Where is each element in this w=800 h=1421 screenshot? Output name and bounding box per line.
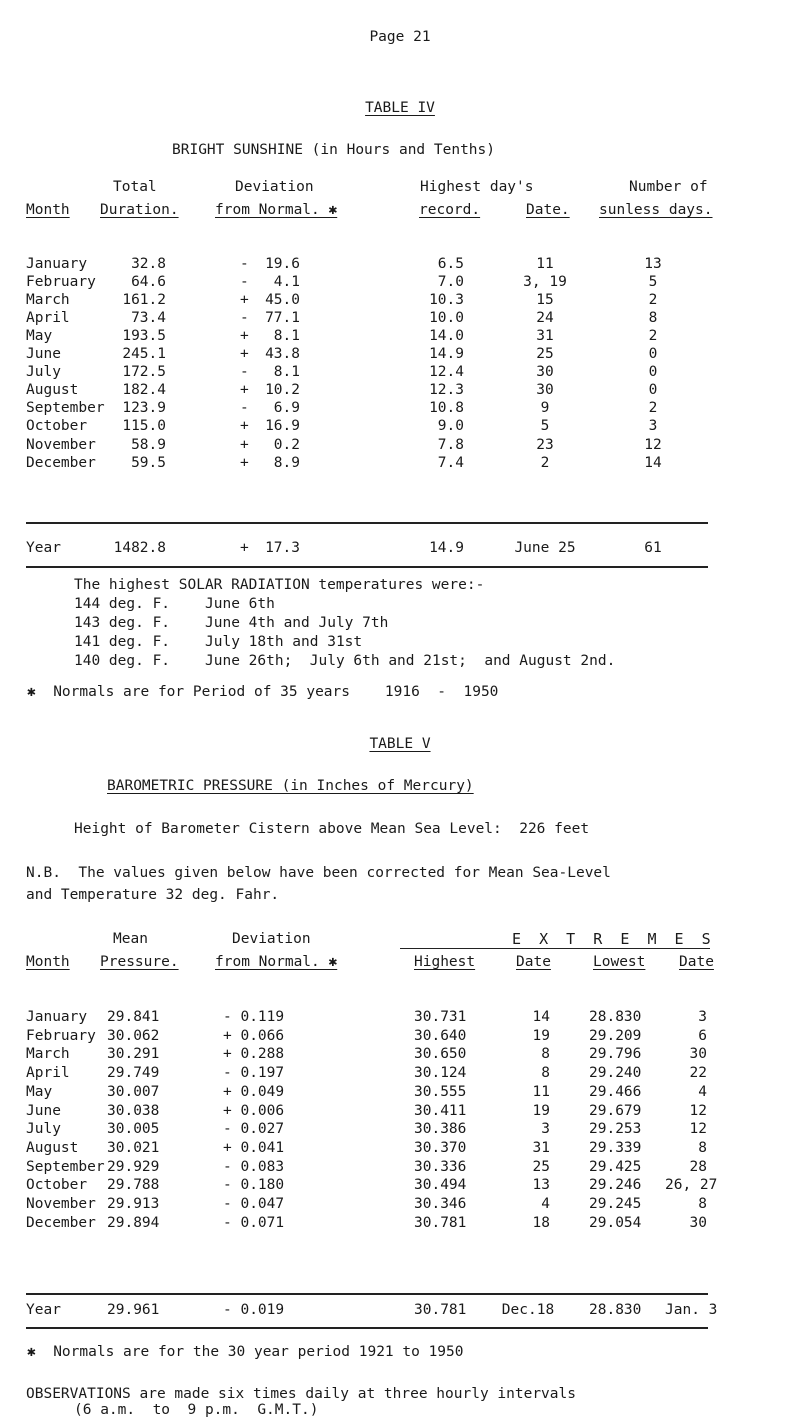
date-cell: 15 <box>536 292 554 309</box>
solar-dates: June 4th and July 7th <box>205 615 389 631</box>
lowest-cell: 29.253 <box>589 1121 642 1138</box>
sign-cell: + <box>240 346 249 363</box>
total-cell: 64.6 <box>131 274 166 291</box>
col-highest-2: record. <box>419 202 481 218</box>
solar-degrees: 144 deg. F. <box>74 596 171 612</box>
month-cell: December <box>26 454 96 471</box>
year-sign: + <box>240 540 249 556</box>
date-cell: 2 <box>540 454 550 471</box>
mean-cell: 30.007 <box>107 1083 160 1100</box>
high-date-cell: 31 <box>532 1139 550 1156</box>
total-cell: 193.5 <box>122 328 166 345</box>
date-cell: 25 <box>536 346 554 363</box>
sign-cell: + <box>240 436 249 453</box>
low-date-cell: 8 <box>698 1139 707 1156</box>
lowest-cell: 29.425 <box>589 1158 642 1175</box>
extremes-label: E X T R E M E S <box>512 930 711 948</box>
month-cell: February <box>26 274 96 291</box>
table-row <box>0 275 800 293</box>
deviation-cell: + 0.066 <box>223 1027 285 1044</box>
deviation-cell: + 0.041 <box>223 1139 285 1156</box>
month-cell: May <box>26 1083 53 1100</box>
table-row <box>0 456 800 474</box>
table-row <box>0 1047 800 1065</box>
mean-cell: 29.788 <box>107 1177 160 1194</box>
sign-cell: + <box>240 328 249 345</box>
highest-cell: 30.494 <box>414 1177 467 1194</box>
table-row <box>0 383 800 401</box>
highest-cell: 30.555 <box>414 1083 467 1100</box>
deviation-cell: + 0.049 <box>223 1083 285 1100</box>
low-date-cell: 4 <box>698 1083 707 1100</box>
highest-cell: 30.411 <box>414 1102 467 1119</box>
table-v-year-row <box>0 1303 800 1321</box>
high-date-cell: 19 <box>532 1102 550 1119</box>
high-date-cell: 19 <box>532 1027 550 1044</box>
date-cell: 9 <box>540 400 550 417</box>
table-row <box>0 419 800 437</box>
table-row <box>0 293 800 311</box>
table-row <box>0 1178 800 1196</box>
sign-cell: + <box>240 292 249 309</box>
month-cell: September <box>26 400 105 417</box>
date-cell: 3, 19 <box>523 274 567 291</box>
low-date-cell: 3 <box>698 1009 707 1025</box>
deviation-cell: + 0.288 <box>223 1046 285 1063</box>
highest-cell: 30.346 <box>414 1196 467 1212</box>
table-row <box>0 1066 800 1084</box>
deviation-cell: 77.1 <box>265 310 300 327</box>
highest-cell: 30.781 <box>414 1214 467 1231</box>
low-date-cell: 12 <box>689 1121 707 1138</box>
total-cell: 245.1 <box>122 346 166 363</box>
col-dev-2: from Normal. ✱ <box>215 202 338 218</box>
record-cell: 14.0 <box>429 328 464 345</box>
deviation-cell: - 0.027 <box>223 1121 285 1138</box>
mean-cell: 29.749 <box>107 1065 160 1082</box>
record-cell: 14.9 <box>429 346 464 363</box>
highest-cell: 30.640 <box>414 1027 467 1044</box>
sign-cell: - <box>240 400 249 417</box>
sunless-cell: 2 <box>648 400 658 417</box>
sunless-cell: 5 <box>648 274 658 291</box>
solar-degrees: 143 deg. F. <box>74 615 171 631</box>
sign-cell: - <box>240 310 249 327</box>
highest-cell: 30.731 <box>414 1009 467 1025</box>
deviation-cell: - 0.119 <box>223 1009 285 1025</box>
month-cell: August <box>26 382 79 399</box>
deviation-cell: 4.1 <box>273 274 300 291</box>
date-cell: 23 <box>536 436 554 453</box>
year-total: 1482.8 <box>113 540 166 556</box>
table-v-footnote: ✱ Normals are for the 30 year period 1921 to 1950 <box>27 1344 464 1360</box>
solar-intro: The highest SOLAR RADIATION temperatures were:- <box>74 577 485 593</box>
date-cell: 24 <box>536 310 554 327</box>
total-cell: 172.5 <box>122 364 166 381</box>
month-cell: March <box>26 292 70 309</box>
sunless-cell: 14 <box>644 454 662 471</box>
col-number-1: Number of <box>629 179 708 195</box>
deviation-cell: - 0.047 <box>223 1196 285 1212</box>
month-cell: August <box>26 1139 79 1156</box>
date-cell: 30 <box>536 364 554 381</box>
sign-cell: + <box>240 418 249 435</box>
table-row <box>0 1216 800 1234</box>
deviation-cell: - 0.083 <box>223 1158 285 1175</box>
date-cell: 5 <box>540 418 550 435</box>
sunless-cell: 8 <box>648 310 658 327</box>
month-cell: March <box>26 1046 70 1063</box>
year5-label: Year <box>26 1302 61 1318</box>
col-date-2: Date <box>679 954 714 970</box>
low-date-cell: 30 <box>689 1046 707 1063</box>
col-date-1: Date <box>516 954 551 970</box>
month-cell: July <box>26 364 61 381</box>
deviation-cell: 19.6 <box>265 256 300 272</box>
col-highest: Highest <box>414 954 476 970</box>
col-dev5-1: Deviation <box>232 931 311 947</box>
table-iv-footnote: ✱ Normals are for Period of 35 years 1916 - 1950 <box>27 684 499 700</box>
high-date-cell: 3 <box>541 1121 550 1138</box>
table-iv-title: TABLE IV <box>365 100 435 116</box>
lowest-cell: 29.054 <box>589 1214 642 1231</box>
year5-deviation: - 0.019 <box>223 1302 285 1318</box>
col-month-5: Month <box>26 954 70 970</box>
solar-degrees: 141 deg. F. <box>74 634 171 650</box>
deviation-cell: - 0.071 <box>223 1214 285 1231</box>
highest-cell: 30.650 <box>414 1046 467 1063</box>
sign-cell: + <box>240 382 249 399</box>
deviation-cell: 43.8 <box>265 346 300 363</box>
table-row <box>0 438 800 456</box>
month-cell: October <box>26 1177 88 1194</box>
solar-dates: July 18th and 31st <box>205 634 363 650</box>
record-cell: 6.5 <box>437 256 464 272</box>
table-row <box>0 365 800 383</box>
total-cell: 161.2 <box>122 292 166 309</box>
deviation-cell: - 0.180 <box>223 1177 285 1194</box>
record-cell: 12.3 <box>429 382 464 399</box>
table-row <box>0 1122 800 1140</box>
table-row <box>0 329 800 347</box>
sign-cell: + <box>240 454 249 471</box>
table-row <box>0 1141 800 1159</box>
table-v-title: TABLE V <box>369 736 431 752</box>
total-cell: 32.8 <box>131 256 166 272</box>
col-month: Month <box>26 202 70 218</box>
total-cell: 115.0 <box>122 418 166 435</box>
solar-degrees: 140 deg. F. <box>74 653 171 669</box>
sunless-cell: 13 <box>644 256 662 272</box>
record-cell: 12.4 <box>429 364 464 381</box>
sunless-cell: 2 <box>648 328 658 345</box>
sign-cell: - <box>240 274 249 291</box>
table-iv-top-rule <box>26 522 708 524</box>
lowest-cell: 29.466 <box>589 1083 642 1100</box>
deviation-cell: - 0.197 <box>223 1065 285 1082</box>
month-cell: June <box>26 346 61 363</box>
col-mean-2: Pressure. <box>100 954 179 970</box>
table-iv-bottom-rule <box>26 566 708 568</box>
low-date-cell: 30 <box>689 1214 707 1231</box>
lowest-cell: 29.796 <box>589 1046 642 1063</box>
page-number: Page 21 <box>369 29 431 45</box>
table-row <box>0 1029 800 1047</box>
month-cell: November <box>26 1196 96 1212</box>
month-cell: January <box>26 1009 88 1025</box>
deviation-cell: 8.1 <box>273 364 300 381</box>
mean-cell: 29.929 <box>107 1158 160 1175</box>
record-cell: 7.0 <box>437 274 464 291</box>
sunless-cell: 3 <box>648 418 658 435</box>
col-total-2: Duration. <box>100 202 179 218</box>
highest-cell: 30.124 <box>414 1065 467 1082</box>
table-row <box>0 401 800 419</box>
month-cell: December <box>26 1214 96 1231</box>
year5-mean: 29.961 <box>107 1302 160 1318</box>
high-date-cell: 13 <box>532 1177 550 1194</box>
lowest-cell: 29.339 <box>589 1139 642 1156</box>
year5-lowest: 28.830 <box>589 1302 642 1318</box>
deviation-cell: + 0.006 <box>223 1102 285 1119</box>
col-mean-1: Mean <box>113 931 148 947</box>
deviation-cell: 8.1 <box>273 328 300 345</box>
sign-cell: - <box>240 364 249 381</box>
total-cell: 59.5 <box>131 454 166 471</box>
total-cell: 182.4 <box>122 382 166 399</box>
total-cell: 73.4 <box>131 310 166 327</box>
high-date-cell: 8 <box>541 1065 550 1082</box>
low-date-cell: 8 <box>698 1196 707 1212</box>
deviation-cell: 10.2 <box>265 382 300 399</box>
lowest-cell: 29.245 <box>589 1196 642 1212</box>
col-date: Date. <box>526 202 570 218</box>
extremes-rule <box>400 948 710 949</box>
year5-high-date: Dec.18 <box>501 1302 555 1318</box>
table-iv-year-row <box>0 541 800 559</box>
mean-cell: 30.062 <box>107 1027 160 1044</box>
nb-line-2: and Temperature 32 deg. Fahr. <box>26 887 280 903</box>
total-cell: 58.9 <box>131 436 166 453</box>
high-date-cell: 25 <box>532 1158 550 1175</box>
nb-line-1: N.B. The values given below have been corrected for Mean Sea-Level <box>26 865 611 881</box>
year-deviation: 17.3 <box>265 540 300 556</box>
deviation-cell: 16.9 <box>265 418 300 435</box>
record-cell: 9.0 <box>437 418 464 435</box>
solar-dates: June 6th <box>205 596 275 612</box>
month-cell: July <box>26 1121 61 1138</box>
date-cell: 31 <box>536 328 554 345</box>
barometer-height: Height of Barometer Cistern above Mean Sea Level: 226 feet <box>74 821 590 837</box>
highest-cell: 30.386 <box>414 1121 467 1138</box>
low-date-cell: 28 <box>689 1158 707 1175</box>
sunless-cell: 0 <box>648 346 658 363</box>
solar-dates: June 26th; July 6th and 21st; and August 2nd. <box>205 653 616 669</box>
month-cell: February <box>26 1027 96 1044</box>
month-cell: November <box>26 436 96 453</box>
deviation-cell: 0.2 <box>273 436 300 453</box>
lowest-cell: 28.830 <box>589 1009 642 1025</box>
deviation-cell: 45.0 <box>265 292 300 309</box>
observations-line-2: (6 a.m. to 9 p.m. G.M.T.) <box>74 1402 319 1418</box>
highest-cell: 30.370 <box>414 1139 467 1156</box>
record-cell: 10.8 <box>429 400 464 417</box>
year5-highest: 30.781 <box>414 1302 467 1318</box>
record-cell: 7.8 <box>437 436 464 453</box>
month-cell: September <box>26 1158 105 1175</box>
month-cell: April <box>26 1065 70 1082</box>
record-cell: 10.0 <box>429 310 464 327</box>
table-row <box>0 1160 800 1178</box>
lowest-cell: 29.209 <box>589 1027 642 1044</box>
table-row <box>0 257 800 275</box>
col-total-1: Total <box>113 179 157 195</box>
table-row <box>0 347 800 365</box>
high-date-cell: 4 <box>541 1196 550 1212</box>
table-row <box>0 1104 800 1122</box>
high-date-cell: 14 <box>532 1009 550 1025</box>
mean-cell: 29.841 <box>107 1009 160 1025</box>
mean-cell: 30.005 <box>107 1121 160 1138</box>
mean-cell: 29.913 <box>107 1196 160 1212</box>
mean-cell: 30.291 <box>107 1046 160 1063</box>
high-date-cell: 18 <box>532 1214 550 1231</box>
month-cell: April <box>26 310 70 327</box>
col-highest-1: Highest day's <box>420 179 534 195</box>
month-cell: May <box>26 328 53 345</box>
col-dev5-2: from Normal. ✱ <box>215 954 338 970</box>
table-row <box>0 1197 800 1215</box>
record-cell: 7.4 <box>437 454 464 471</box>
year-record: 14.9 <box>429 540 464 556</box>
table-v-top-rule <box>26 1293 708 1295</box>
mean-cell: 30.021 <box>107 1139 160 1156</box>
sign-cell: - <box>240 256 249 272</box>
high-date-cell: 11 <box>532 1083 550 1100</box>
month-cell: June <box>26 1102 61 1119</box>
highest-cell: 30.336 <box>414 1158 467 1175</box>
low-date-cell: 26, 27 <box>665 1177 718 1194</box>
table-row <box>0 1085 800 1103</box>
table-iv-subtitle: BRIGHT SUNSHINE (in Hours and Tenths) <box>172 142 496 158</box>
year-sunless: 61 <box>644 540 662 556</box>
year5-low-date: Jan. 3 <box>665 1302 718 1318</box>
sunless-cell: 0 <box>648 382 658 399</box>
col-lowest: Lowest <box>593 954 646 970</box>
low-date-cell: 6 <box>698 1027 707 1044</box>
record-cell: 10.3 <box>429 292 464 309</box>
month-cell: January <box>26 256 88 272</box>
sunless-cell: 0 <box>648 364 658 381</box>
year-label: Year <box>26 540 61 556</box>
deviation-cell: 8.9 <box>273 454 300 471</box>
mean-cell: 30.038 <box>107 1102 160 1119</box>
lowest-cell: 29.240 <box>589 1065 642 1082</box>
table-row <box>0 1010 800 1028</box>
sunless-cell: 12 <box>644 436 662 453</box>
observations-line-1: OBSERVATIONS are made six times daily at three hourly intervals <box>26 1386 576 1402</box>
table-v-subtitle: BAROMETRIC PRESSURE (in Inches of Mercury) <box>107 778 474 794</box>
month-cell: October <box>26 418 88 435</box>
col-number-2: sunless days. <box>599 202 713 218</box>
total-cell: 123.9 <box>122 400 166 417</box>
table-row <box>0 311 800 329</box>
date-cell: 11 <box>536 256 554 272</box>
lowest-cell: 29.679 <box>589 1102 642 1119</box>
low-date-cell: 12 <box>689 1102 707 1119</box>
col-dev-1: Deviation <box>235 179 314 195</box>
deviation-cell: 6.9 <box>273 400 300 417</box>
sunless-cell: 2 <box>648 292 658 309</box>
table-v-bottom-rule <box>26 1327 708 1329</box>
high-date-cell: 8 <box>541 1046 550 1063</box>
mean-cell: 29.894 <box>107 1214 160 1231</box>
low-date-cell: 22 <box>689 1065 707 1082</box>
date-cell: 30 <box>536 382 554 399</box>
lowest-cell: 29.246 <box>589 1177 642 1194</box>
year-date: June 25 <box>514 540 576 556</box>
